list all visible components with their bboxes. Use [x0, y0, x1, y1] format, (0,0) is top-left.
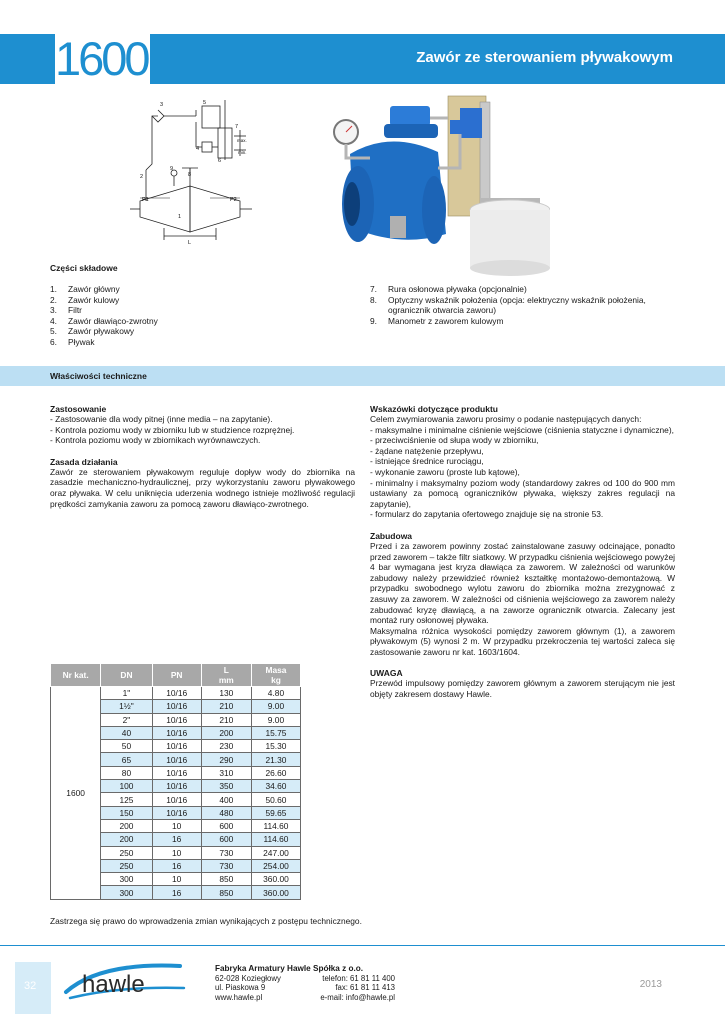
table-cell: 210: [201, 700, 251, 713]
table-cell: 125: [101, 793, 152, 806]
email-link[interactable]: e-mail: info@hawle.pl: [320, 992, 395, 1002]
table-cell: 10: [152, 873, 201, 886]
page-number: 32: [24, 980, 37, 992]
disclaimer: Zastrzega się prawo do wprowadzenia zmian wynikających z postępu technicznego.: [50, 916, 362, 926]
hawle-logo: [60, 958, 190, 1008]
wskazowki-item: - żądane natężenie przepływu,: [370, 445, 484, 456]
table-cell: 200: [101, 833, 152, 846]
fax: fax: 61 81 11 413: [335, 983, 395, 993]
section-bar: [0, 366, 725, 386]
table-cell: 2": [101, 713, 152, 726]
table-row: [51, 687, 301, 700]
table-cell: 1": [101, 687, 152, 700]
table-cell: 730: [201, 846, 251, 859]
label-3: 3: [160, 102, 164, 108]
table-cell: 10/16: [152, 766, 201, 779]
col-nr-kat: Nr kat.: [51, 664, 101, 687]
table-cell: 34.60: [251, 780, 300, 793]
wskazowki-heading: Wskazówki dotyczące produktu: [370, 404, 498, 414]
table-cell: 600: [201, 819, 251, 832]
table-cell: 250: [101, 859, 152, 872]
list-item: 7. Rura osłonowa pływaka (opcjonalnie): [370, 284, 527, 294]
label-2: 2: [140, 174, 144, 180]
table-cell: 247.00: [251, 846, 300, 859]
year: 2013: [639, 979, 662, 990]
page-title: Zawór ze sterowaniem pływakowym: [416, 49, 673, 66]
zastosowanie-line: - Zastosowanie dla wody pitnej (inne media – na zapytanie).: [50, 414, 273, 424]
table-cell: 10/16: [152, 806, 201, 819]
table-cell: 730: [201, 859, 251, 872]
table-cell: 100: [101, 780, 152, 793]
table-cell: 290: [201, 753, 251, 766]
table-cell: 10/16: [152, 740, 201, 753]
zasada-text: Zawór ze sterowaniem pływakowym reguluje dopływ wody do zbiornika na zasadzie mechaniczno-hydraulicznej, przy wykorzystaniu zaworu pływakowego oraz pływaka. W celu uniknięcia uderzenia wodnego istnieje możliwość regulacji prędkości zamykania zaworu za pomocą zaworu dławiąco-zwrotnego.: [50, 466, 355, 509]
table-cell: 254.00: [251, 859, 300, 872]
model-number-box: [55, 32, 150, 86]
table-cell: 400: [201, 793, 251, 806]
wskazowki-item: - maksymalne i minimalne ciśnienie wejściowe (ciśnienia statyczne i dynamiczne),: [370, 424, 674, 435]
table-cell: 65: [101, 753, 152, 766]
parts-heading: Części składowe: [50, 263, 118, 273]
table-cell: 480: [201, 806, 251, 819]
section-bar-label: Właściwości techniczne: [50, 371, 147, 381]
zastosowanie-line: - Kontrola poziomu wody w zbiorniku lub w studzience rozprężnej.: [50, 424, 295, 435]
label-p2: P2: [230, 197, 237, 203]
outlet-flange: [422, 176, 446, 244]
table-cell: 300: [101, 886, 152, 899]
wskazowki-intro: Celem zwymiarowania zaworu prosimy o podanie następujących danych:: [370, 414, 642, 424]
table-cell: 10/16: [152, 713, 201, 726]
valve-cover: [390, 106, 430, 126]
list-item: 5. Zawór pływakowy: [50, 326, 135, 337]
table-cell: 15.75: [251, 726, 300, 739]
label-8: 8: [188, 172, 192, 178]
table-cell: 50: [101, 740, 152, 753]
table-cell: 16: [152, 886, 201, 899]
label-max: max.: [237, 138, 247, 143]
phone: telefon: 61 81 11 400: [322, 973, 395, 983]
table-cell: 4.80: [251, 687, 300, 700]
label-min: min.: [238, 150, 247, 155]
table-cell: 350: [201, 780, 251, 793]
table-cell: 10: [152, 819, 201, 832]
label-p1: P1: [142, 197, 149, 203]
table-cell: 21.30: [251, 753, 300, 766]
table-cell: 200: [101, 819, 152, 832]
wskazowki-item: - istniejące średnice rurociągu,: [370, 456, 484, 467]
table-cell: 10: [152, 846, 201, 859]
company-name: Fabryka Armatury Hawle Spółka z o.o.: [215, 964, 364, 973]
table-cell: 600: [201, 833, 251, 846]
table-cell: 16: [152, 859, 201, 872]
table-cell: 360.00: [251, 886, 300, 899]
float-body: [470, 210, 550, 268]
zastosowanie-heading: Zastosowanie: [50, 404, 107, 414]
table-cell: 114.60: [251, 833, 300, 846]
list-item: 4. Zawór dławiąco-zwrotny: [50, 315, 158, 326]
website-link[interactable]: www.hawle.pl: [215, 992, 263, 1002]
table-cell: 15.30: [251, 740, 300, 753]
table-cell: 10/16: [152, 780, 201, 793]
label-7: 7: [235, 124, 239, 130]
list-item: 9. Manometr z zaworem kulowym: [370, 315, 504, 326]
page-number-box: [15, 962, 51, 1014]
wskazowki-item: - formularz do zapytania ofertowego znajduje się na stronie 53.: [370, 509, 604, 520]
table-cell: 9.00: [251, 700, 300, 713]
nr-kat-cell: 1600: [51, 687, 101, 900]
label-9: 9: [170, 166, 174, 172]
valve-photo: [330, 88, 550, 278]
wskazowki-item: - przeciwciśnienie od słupa wody w zbiorniku,: [370, 435, 539, 446]
valve-body-left: [140, 186, 190, 232]
uwaga-heading: UWAGA: [370, 668, 403, 679]
list-item: 2. Zawór kulowy: [50, 294, 120, 305]
table-cell: 310: [201, 766, 251, 779]
list-item: 1. Zawór główny: [50, 284, 120, 294]
table-cell: 9.00: [251, 713, 300, 726]
logo-text: hawle: [82, 971, 145, 998]
col-dn: DN: [101, 664, 152, 687]
table-cell: 360.00: [251, 873, 300, 886]
zabudowa-text-2: Maksymalna różnica wysokości pomiędzy zaworem głównym (1), a zaworem pływakowym (5) wynosi 2 m. W przypadku przekroczenia tej wartości zaleca się zastosowanie zaworu nr kat. 1603/1604.: [370, 625, 675, 657]
table-cell: 80: [101, 766, 152, 779]
label-l: L: [188, 240, 192, 246]
table-cell: 300: [101, 873, 152, 886]
addr-line-1: 62-028 Koziegłowy: [215, 973, 281, 983]
zasada-heading: Zasada działania: [50, 456, 118, 467]
table-cell: 10/16: [152, 726, 201, 739]
valve-body-right: [190, 186, 240, 232]
table-cell: 50.60: [251, 793, 300, 806]
table-body: [51, 687, 301, 900]
wskazowki-item: - minimalny i maksymalny poziom wody (standardowy zakres od 100 do 900 mm ustawiany za pomocą ograniczników pływaka, większy zakres regulacji na zapytanie),: [370, 477, 675, 509]
addr-line-2: ul. Piaskowa 9: [215, 983, 266, 993]
table-cell: 26.60: [251, 766, 300, 779]
right-column: [370, 404, 675, 700]
label-1: 1: [178, 214, 182, 220]
wskazowki-item: - wykonanie zaworu (proste lub kątowe),: [370, 466, 520, 477]
parts-list-left: [50, 284, 310, 348]
table-cell: 59.65: [251, 806, 300, 819]
table-header-row: [51, 664, 301, 687]
valve-schematic: [130, 98, 260, 246]
zastosowanie-line: - Kontrola poziomu wody w zbiornikach wyrównawczych.: [50, 435, 261, 446]
spec-table: [50, 663, 301, 900]
table-cell: 850: [201, 886, 251, 899]
table-cell: 40: [101, 726, 152, 739]
zabudowa-text: Przed i za zaworem powinny zostać zainstalowane zasuwy odcinające, ponadto przed zaworem – także filtr siatkowy. W przypadku ciśnienia wejściowego powyżej 4 bar wymagana jest kryza dławiąca za zaworem. W zależności od warunków zabudowy należy przewidzieć również kształtkę montażowo-demontażową. W przypadku swobodnego wylotu zaworu do zbiornika można zrezygnować z zasuwy za zaworem. W zależności od ciśnienia wejściowego za zaworem należy zabudować kryzę dławiącą, a na zaworze ogranicznik otwarcia. Zalecany jest montaż rury osłonowej pływaka.: [370, 540, 675, 626]
table-cell: 200: [201, 726, 251, 739]
table-cell: 230: [201, 740, 251, 753]
col-l: L mm: [201, 664, 251, 687]
list-item: 6. Pływak: [50, 336, 95, 347]
table-cell: 150: [101, 806, 152, 819]
footer-line: [0, 945, 725, 946]
table-cell: 250: [101, 846, 152, 859]
table-cell: 10/16: [152, 687, 201, 700]
footer-company: [215, 964, 395, 1002]
uwaga-text: Przewód impulsowy pomiędzy zaworem głównym a zaworem sterującym nie jest objęty zakresem dostawy Hawle.: [370, 678, 675, 700]
parts-list-right: [370, 284, 675, 326]
col-masa: Masa kg: [251, 664, 300, 687]
list-item: 3. Filtr: [50, 305, 82, 316]
zabudowa-heading: Zabudowa: [370, 530, 413, 541]
table-cell: 10/16: [152, 753, 201, 766]
table-cell: 10/16: [152, 793, 201, 806]
model-number: 1600: [55, 32, 148, 85]
table-cell: 1½": [101, 700, 152, 713]
label-5: 5: [203, 100, 207, 106]
list-item: 8. Optyczny wskaźnik położenia (opcja: elektryczny wskaźnik położenia, ogranicznik otwarcia zaworu): [370, 294, 646, 316]
table-cell: 16: [152, 833, 201, 846]
label-4: 4: [196, 146, 200, 152]
left-column: [50, 404, 355, 509]
table-cell: 114.60: [251, 819, 300, 832]
table-cell: 10/16: [152, 700, 201, 713]
table-cell: 210: [201, 713, 251, 726]
col-pn: PN: [152, 664, 201, 687]
label-6: 6: [218, 158, 222, 164]
table-cell: 850: [201, 873, 251, 886]
table-cell: 130: [201, 687, 251, 700]
